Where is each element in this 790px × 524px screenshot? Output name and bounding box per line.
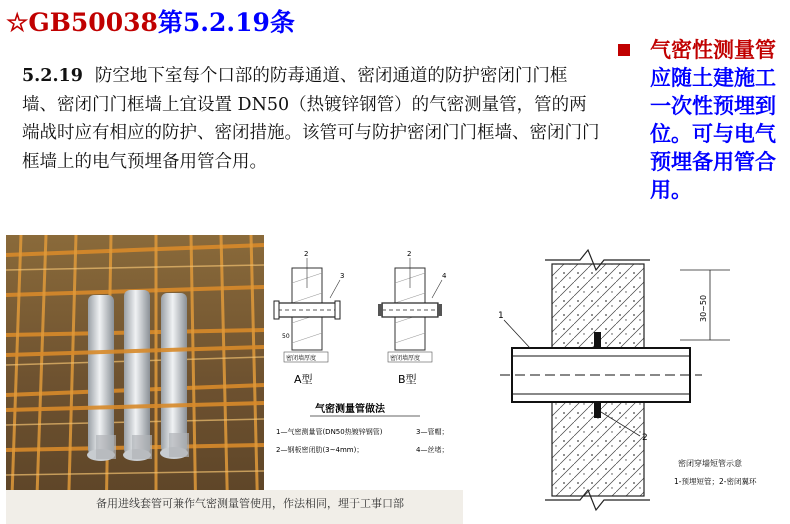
label-type-a: A型 bbox=[294, 373, 313, 386]
note-body: 应随土建施工一次性预埋到位。可与电气预埋备用管合用。 bbox=[650, 66, 776, 202]
construction-photo bbox=[6, 235, 264, 524]
clause-body: 防空地下室每个口部的防毒通道、密闭通道的防护密闭门门框墙、密闭门门框墙上宜设置 DN50（热镀锌钢管）的气密测量管，管的两端战时应有相应的防护、密闭措施。该管可与防护密闭门门框墙、密闭门门框墙上的电气预埋备用管合用。 bbox=[22, 66, 600, 172]
square-bullet-icon bbox=[618, 44, 630, 56]
callout-b-2: 2 bbox=[407, 250, 412, 258]
article-number: 第5.2.19条 bbox=[157, 8, 295, 37]
clause-number: 5.2.19 bbox=[22, 66, 83, 86]
detail-heading: 气密测量管做法 bbox=[315, 404, 385, 415]
dim-30-50: 30~50 bbox=[699, 294, 708, 322]
drawing-title: 密闭穿墙短管示意 bbox=[678, 459, 742, 468]
star-icon: ☆ bbox=[6, 8, 29, 37]
note-highlight: 气密性测量管 bbox=[650, 38, 776, 62]
page-title bbox=[6, 6, 295, 46]
callout-b-4: 4 bbox=[442, 272, 447, 280]
photo-caption: 备用进线套管可兼作气密测量管使用，作法相同，埋于工事口部 bbox=[6, 490, 463, 524]
wall-thickness-b: 密闭墙厚度 bbox=[390, 355, 421, 362]
legend-4: 4—丝堵； bbox=[416, 446, 449, 454]
callout-a-2: 2 bbox=[304, 250, 309, 258]
legend-3: 3—管帽； bbox=[416, 428, 449, 436]
pipe-detail-drawing bbox=[270, 238, 462, 494]
callout-a-3: 3 bbox=[340, 272, 345, 280]
drawing-legend: 1-预埋短管；2-密闭翼环 bbox=[674, 477, 757, 486]
callout-1: 1 bbox=[498, 311, 504, 321]
note-box bbox=[616, 36, 784, 204]
label-type-b: B型 bbox=[398, 373, 417, 386]
standard-code: GB50038 bbox=[28, 8, 158, 37]
wall-thickness-a: 密闭墙厚度 bbox=[286, 355, 317, 362]
note-text bbox=[650, 36, 784, 204]
legend-1: 1—气密测量管(DN50热镀锌钢管) bbox=[276, 428, 383, 436]
dim-50: 50 bbox=[282, 333, 290, 340]
callout-2: 2 bbox=[642, 433, 648, 443]
legend-2: 2—钢板密闭肋(3~4mm)； bbox=[276, 446, 364, 454]
wall-pipe-drawing bbox=[490, 240, 788, 524]
clause-text bbox=[22, 62, 602, 176]
